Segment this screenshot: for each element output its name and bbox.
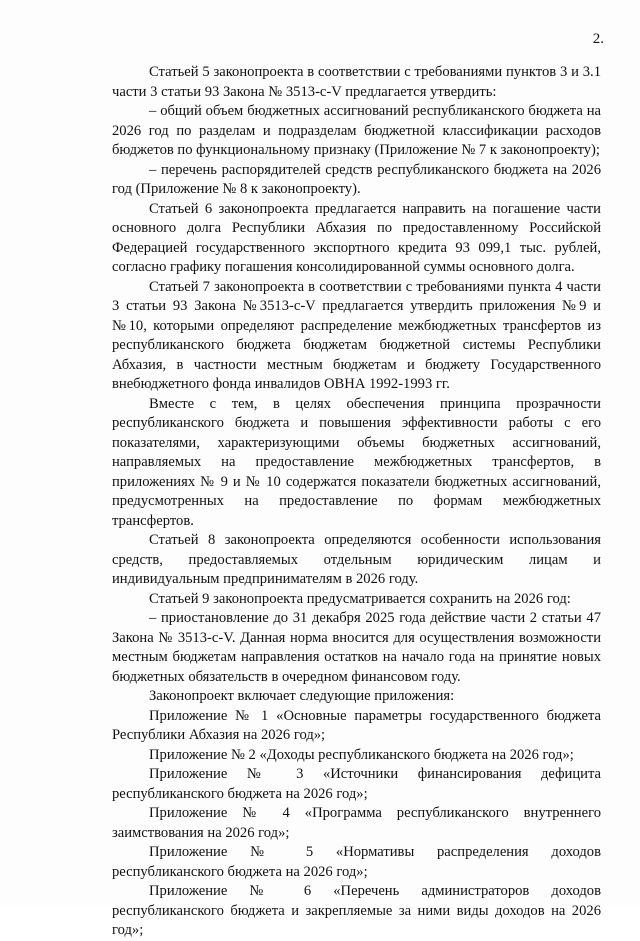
page-number: 2.: [592, 31, 604, 47]
paragraph-appendices-intro: Законопроект включает следующие приложения:: [149, 688, 455, 704]
paragraph-article-8: Статьей 8 законопроекта определяются особенности использования средств, предоставляемых отдельным юридическим лицам и индивидуальным предпринимателям в 2026 году.: [112, 532, 601, 587]
paragraph-appendix-2: Приложение № 2 «Доходы республиканского бюджета на 2026 год»;: [149, 746, 574, 763]
paragraph-appendix-6: Приложение № 6 «Перечень администраторов доходов республиканского бюджета и закрепляемые за ними виды доходов на 2026 год»;: [112, 883, 601, 938]
paragraph-appendix-4: Приложение № 4 «Программа республиканского внутреннего заимствования на 2026 год»;: [112, 805, 601, 841]
paragraph-article-7: Статьей 7 законопроекта в соответствии с требованиями пункта 4 части 3 статьи 93 Закона №3513-с-V предлагается утвердить приложения №9 и №10, которыми определяют распределение межбюджетных трансфертов из республиканского бюджета бюджетам бюджетной системы Республики Абхазия, в частности местным бюджетам и бюджету Государственного внебюджетного фонда инвалидов ОВНА 1992-1993 гг.: [112, 278, 601, 392]
paragraph-article-9-intro: Статьей 9 законопроекта предусматривается сохранить на 2026 год:: [149, 590, 571, 607]
paragraph-article-5-intro: Статьей 5 законопроекта в соответствии с требованиями пунктов 3 и 3.1 части 3 статьи 93 Закона № 3513-с-V предлагается утвердить:: [112, 64, 601, 100]
paragraph-appendix-3: Приложение № 3 «Источники финансирования дефицита республиканского бюджета на 2026 год»;: [112, 766, 601, 802]
document-body: [112, 63, 601, 941]
paragraph-article-6: Статьей 6 законопроекта предлагается направить на погашение части основного долга Республики Абхазия по предоставленному Российской Федерацией государственного экспортного кредита 93 099,1 тыс. рублей, согласно графику погашения консолидированной суммы основного долга.: [112, 200, 601, 275]
paragraph-appendix-5: Приложение № 5 «Нормативы распределения доходов республиканского бюджета на 2026 год»;: [112, 844, 601, 880]
paragraph-article-5-item-managers: – перечень распорядителей средств республиканского бюджета на 2026 год (Приложение № 8 к законопроекту).: [112, 161, 601, 197]
paragraph-article-9-item: – приостановление до 31 декабря 2025 года действие части 2 статьи 47 Закона № 3513-с-V. Данная норма вносится для осуществления возможности местным бюджетам направления остатков на начало года на принятие новых бюджетных обязательств в очередном финансовом году.: [112, 610, 601, 685]
paragraph-transparency: Вместе с тем, в целях обеспечения принципа прозрачности республиканского бюджета и повышения эффективности работы с его показателями, характеризующими объемы бюджетных ассигнований, направляемых на предоставление межбюджетных трансфертов, в приложениях № 9 и № 10 содержатся показатели бюджетных ассигнований, предусмотренных на предоставление по формам межбюджетных трансфертов.: [112, 395, 601, 529]
paragraph-article-5-item-volume: – общий объем бюджетных ассигнований республиканского бюджета на 2026 год по разделам и подразделам бюджетной классификации расходов бюджетов по функциональному признаку (Приложение № 7 к законопроекту);: [112, 103, 601, 158]
paragraph-appendix-1: Приложение № 1 «Основные параметры государственного бюджета Республики Абхазия на 2026 год»;: [112, 707, 601, 743]
